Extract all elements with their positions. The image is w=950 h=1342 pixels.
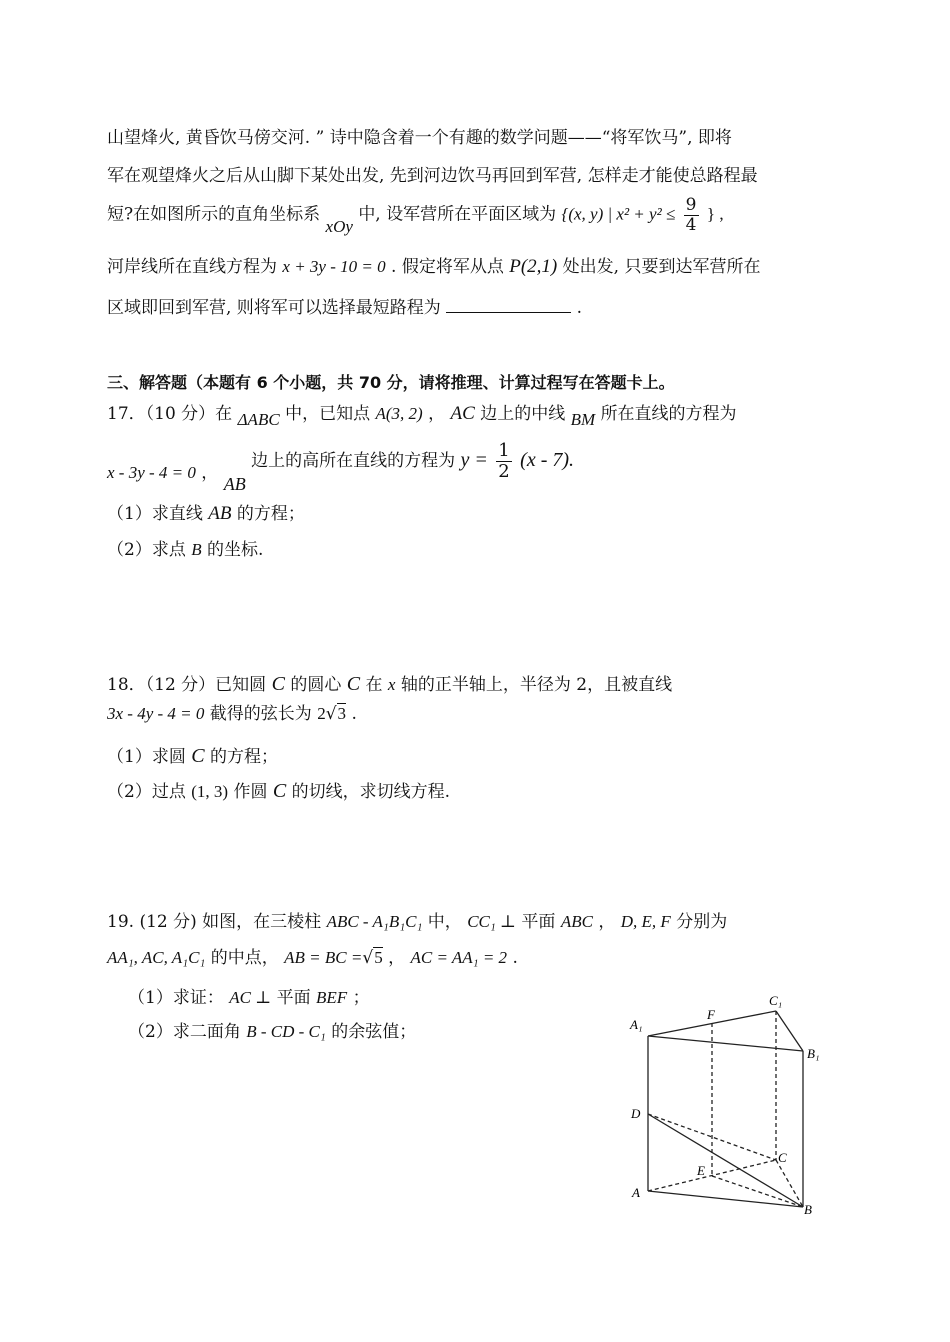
p16-text-3a: 短?在如图所示的直角坐标系 <box>107 204 321 225</box>
q17-side-ac: AC <box>450 403 475 424</box>
section-3-heading <box>107 373 675 392</box>
q19-sub2-angle: B - CD - C₁ <box>246 1022 326 1041</box>
q17-text-2b: 边上的高所在直线的方程为 <box>251 450 456 471</box>
q18-sub1-c: C <box>191 745 205 767</box>
q19-ac-aa1: AC = AA₁ = 2 <box>410 948 508 967</box>
p16-text-3b: 中, 设军营所在平面区域为 <box>358 204 557 225</box>
q17-fraction <box>496 441 511 482</box>
q19-sub1-a: （1）求证： <box>128 988 224 1008</box>
label-b1: B₁ <box>807 1046 820 1061</box>
q18-text-1c: 在 <box>365 675 383 695</box>
q17-sub1-b: 的方程； <box>236 504 305 524</box>
q17-triangle: ΔABC <box>237 410 280 429</box>
label-d: D <box>631 1106 641 1121</box>
q17-text-1b: 中，已知点 <box>285 404 371 424</box>
q17-y-equals: y = <box>460 448 488 471</box>
q19-text-1a: 19. (12 分) 如图，在三棱柱 <box>107 912 322 932</box>
q19-cc1-perp: CC₁ ⊥ <box>467 912 517 931</box>
q18-sub2-a: （2）过点 <box>107 782 186 802</box>
q19-points-def: D, E, F <box>620 912 671 931</box>
q19-prism: ABC - A₁B₁C₁ <box>326 912 423 931</box>
p16-line-2 <box>107 166 758 186</box>
label-a: A <box>632 1185 640 1200</box>
p16-line-3 <box>107 196 724 234</box>
p16-frac-num: 9 <box>685 195 697 215</box>
q19-sub2-b: 的余弦值； <box>331 1022 417 1042</box>
q17-sub2-b-var: B <box>191 540 202 559</box>
q19-sub1-b: 平面 <box>276 988 311 1008</box>
q17-frac-den: 2 <box>498 460 510 482</box>
q17-sub-2 <box>107 540 263 560</box>
q17-text-1c: ， <box>428 404 446 424</box>
label-b: B <box>804 1202 812 1217</box>
p16-line-5 <box>107 298 582 318</box>
p16-line-1 <box>107 128 732 148</box>
section-3-heading-text: 三、解答题（本题有 6 个小题，共 70 分，请将推理、计算过程写在答题卡上。 <box>107 373 675 392</box>
p16-point-p: P(2,1) <box>509 256 558 277</box>
q18-line-2 <box>107 704 357 724</box>
q18-text-1a: 18．（12 分）已知圆 <box>107 675 267 695</box>
q17-sub1-a: （1）求直线 <box>107 504 203 524</box>
q18-circle-c: C <box>271 673 285 695</box>
q19-sub1-end: ； <box>352 988 370 1008</box>
q17-text-1e: 所在直线的方程为 <box>600 404 737 424</box>
label-f: F <box>707 1007 715 1022</box>
q18-sub2-c: C <box>272 780 287 802</box>
prism-figure <box>625 990 825 1220</box>
edge-a1-b1 <box>648 1036 803 1051</box>
p16-line-4 <box>107 256 760 279</box>
p16-text-4b: . 假定将军从点 <box>391 257 504 277</box>
q19-radicand: 5 <box>374 948 383 967</box>
p16-text-4c: 处出发, 只要到达军营所在 <box>562 257 761 277</box>
q19-text-1e: 分别为 <box>676 912 728 932</box>
q19-text-2-end: . <box>512 948 518 968</box>
p16-fraction <box>684 196 699 234</box>
q17-median-equation: x - 3y - 4 = 0 <box>107 462 196 482</box>
q17-point-a: A(3, 2) <box>375 404 423 423</box>
q17-frac-num: 1 <box>498 440 510 461</box>
q19-text-1d: ， <box>598 912 616 932</box>
q19-midpoints: AA₁, AC, A₁C₁ <box>107 948 206 967</box>
p16-set: {(x, y) | x² + y² ≤ <box>561 204 676 224</box>
q18-chord-radicand: 3 <box>337 704 347 723</box>
q18-chord-coefficient: 2 <box>317 704 326 723</box>
p16-answer-blank <box>446 311 571 313</box>
q18-sub-2 <box>107 779 450 803</box>
p16-text-5-end: . <box>576 298 583 318</box>
q19-sub-1 <box>128 988 370 1008</box>
q19-line-2 <box>107 948 518 968</box>
q17-line-1 <box>107 403 737 429</box>
q17-comma: ， <box>201 462 219 483</box>
p16-text-4a: 河岸线所在直线方程为 <box>107 257 277 277</box>
q19-ab-bc: AB = BC = <box>284 948 363 967</box>
q17-text-1a: 17．（10 分）在 <box>107 404 233 424</box>
q19-text-2c: ， <box>388 948 406 968</box>
q19-text-1c: 平面 <box>521 912 556 932</box>
edge-c-b <box>776 1160 803 1207</box>
q17-median-bm: BM <box>570 410 596 429</box>
q17-sub2-b: 的坐标. <box>207 540 264 560</box>
q18-text-2-end: . <box>351 704 357 724</box>
label-c: C <box>778 1150 787 1165</box>
q18-center-c: C <box>346 673 361 695</box>
q18-sub1-a: （1）求圆 <box>107 747 186 767</box>
p16-frac-den: 4 <box>685 214 697 235</box>
label-c1: C₁ <box>769 993 783 1008</box>
label-e: E <box>697 1163 705 1178</box>
p16-coord-system: xOy <box>325 216 353 236</box>
p16-river-equation: x + 3y - 10 = 0 <box>282 257 386 276</box>
q18-sub2-b: 作圆 <box>233 782 268 802</box>
q19-plane-abc: ABC <box>560 912 593 931</box>
label-a1: A₁ <box>630 1017 643 1032</box>
q19-line-1 <box>107 912 727 932</box>
p16-set-end: } , <box>706 204 724 224</box>
q19-sub-2 <box>128 1022 416 1042</box>
q17-side-ab: AB <box>223 473 246 494</box>
q19-sub1-ac: AC ⊥ <box>229 988 272 1007</box>
q19-sub2-a: （2）求二面角 <box>128 1022 241 1042</box>
q19-text-1b: 中， <box>427 912 462 932</box>
q18-line-equation: 3x - 4y - 4 = 0 <box>107 704 205 723</box>
q18-sub1-b: 的方程； <box>209 747 278 767</box>
p16-text-2: 军在观望烽火之后从山脚下某处出发, 先到河边饮马再回到军营, 怎样走才能使总路程最 <box>107 166 758 186</box>
q18-sub2-d: 的切线，求切线方程. <box>291 782 451 802</box>
p16-text-5a: 区域即回到军营, 则将军可以选择最短路程为 <box>107 298 441 318</box>
q19-sub1-bef: BEF <box>316 988 348 1007</box>
q17-altitude-rest: (x - 7). <box>520 448 575 471</box>
q17-sub1-ab: AB <box>208 503 232 524</box>
q17-text-1d: 边上的中线 <box>480 404 566 424</box>
q17-sub2-a: （2）求点 <box>107 540 186 560</box>
q18-text-1b: 的圆心 <box>290 675 342 695</box>
q18-sub2-point: (1, 3) <box>191 782 229 801</box>
q18-sqrt-sign: √ <box>325 704 337 724</box>
q17-sub-1 <box>107 503 305 526</box>
q17-line-2 <box>107 440 575 494</box>
q18-x-axis: x <box>387 675 396 694</box>
q18-text-2b: 截得的弦长为 <box>209 704 312 724</box>
q19-text-2b: 的中点， <box>210 948 279 968</box>
p16-text-1: 山望烽火, 黄昏饮马傍交河. ” 诗中隐含着一个有趣的数学问题——“将军饮马”, 即将 <box>107 128 732 148</box>
edge-c1-b1 <box>776 1011 803 1051</box>
q18-line-1 <box>107 672 672 696</box>
q19-sqrt-sign: √ <box>362 948 374 968</box>
q18-text-1d: 轴的正半轴上，半径为 2，且被直线 <box>400 675 673 695</box>
q18-sub-1 <box>107 744 278 768</box>
